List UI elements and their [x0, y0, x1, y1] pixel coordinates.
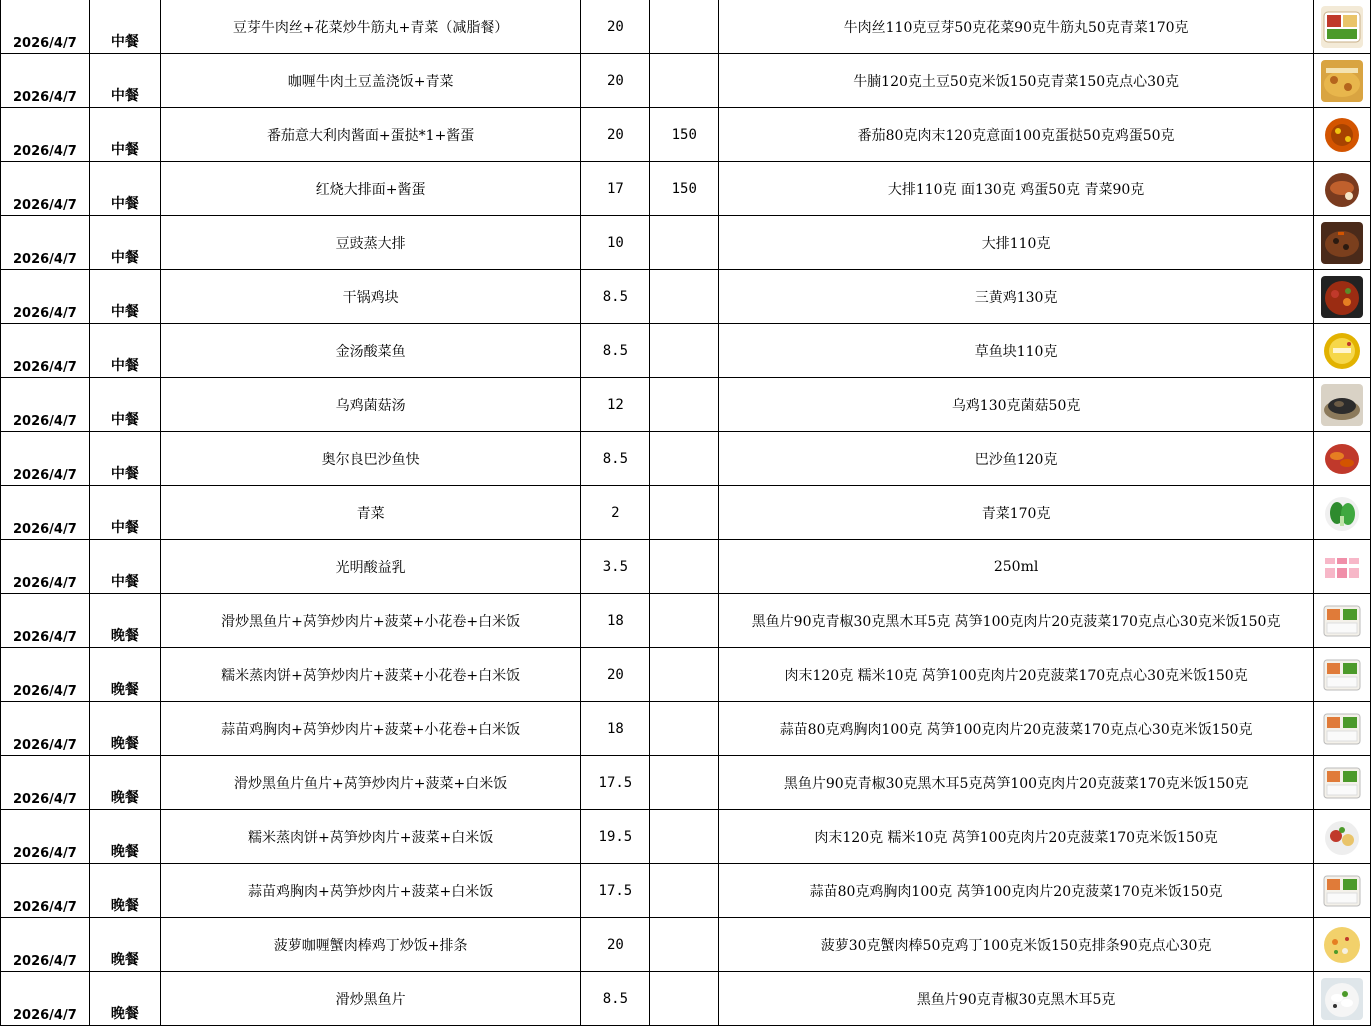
photo-cell — [1313, 270, 1370, 324]
dish-name-cell: 红烧大排面+酱蛋 — [160, 162, 581, 216]
meal-cell: 晚餐 — [89, 864, 160, 918]
dish-name-cell: 青菜 — [160, 486, 581, 540]
food-photo-chicken — [1321, 276, 1363, 318]
photo-cell — [1313, 702, 1370, 756]
photo-cell — [1313, 432, 1370, 486]
date-cell: 2026/4/7 — [1, 810, 90, 864]
photo-cell — [1313, 864, 1370, 918]
meal-cell: 晚餐 — [89, 756, 160, 810]
ingredients-cell: 巴沙鱼120克 — [719, 432, 1314, 486]
dish-name-cell: 蒜苗鸡胸肉+莴笋炒肉片+菠菜+小花卷+白米饭 — [160, 702, 581, 756]
table-row — [1, 432, 1371, 486]
price-cell: 2 — [581, 486, 650, 540]
meal-cell: 中餐 — [89, 0, 160, 54]
extra-value-cell — [650, 486, 719, 540]
dish-name-cell: 奥尔良巴沙鱼快 — [160, 432, 581, 486]
ingredients-cell: 黑鱼片90克青椒30克黑木耳5克莴笋100克肉片20克菠菜170克米饭150克 — [719, 756, 1314, 810]
dish-name-cell: 乌鸡菌菇汤 — [160, 378, 581, 432]
ingredients-cell: 蒜苗80克鸡胸肉100克 莴笋100克肉片20克菠菜170克米饭150克 — [719, 864, 1314, 918]
date-cell: 2026/4/7 — [1, 594, 90, 648]
food-photo-noodle — [1321, 168, 1363, 210]
table-row — [1, 648, 1371, 702]
dish-name-cell: 糯米蒸肉饼+莴笋炒肉片+菠菜+小花卷+白米饭 — [160, 648, 581, 702]
meal-cell: 中餐 — [89, 216, 160, 270]
extra-value-cell — [650, 378, 719, 432]
date-cell: 2026/4/7 — [1, 270, 90, 324]
food-photo-fish-slices — [1321, 978, 1363, 1020]
photo-cell — [1313, 540, 1370, 594]
date-cell: 2026/4/7 — [1, 324, 90, 378]
food-photo-pasta — [1321, 114, 1363, 156]
extra-value-cell — [650, 432, 719, 486]
dish-name-cell: 豆豉蒸大排 — [160, 216, 581, 270]
extra-value-cell — [650, 864, 719, 918]
meal-cell: 晚餐 — [89, 972, 160, 1026]
ingredients-cell: 250ml — [719, 540, 1314, 594]
ingredients-cell: 牛腩120克土豆50克米饭150克青菜150克点心30克 — [719, 54, 1314, 108]
dish-name-cell: 菠萝咖喱蟹肉棒鸡丁炒饭+排条 — [160, 918, 581, 972]
dish-name-cell: 滑炒黑鱼片 — [160, 972, 581, 1026]
ingredients-cell: 草鱼块110克 — [719, 324, 1314, 378]
meal-cell: 中餐 — [89, 108, 160, 162]
extra-value-cell — [650, 594, 719, 648]
table-row — [1, 270, 1371, 324]
extra-value-cell — [650, 270, 719, 324]
date-cell: 2026/4/7 — [1, 648, 90, 702]
menu-table-body — [1, 0, 1371, 1026]
dish-name-cell: 番茄意大利肉酱面+蛋挞*1+酱蛋 — [160, 108, 581, 162]
food-photo-tray — [1321, 708, 1363, 750]
meal-cell: 中餐 — [89, 378, 160, 432]
extra-value-cell — [650, 324, 719, 378]
photo-cell — [1313, 756, 1370, 810]
ingredients-cell: 番茄80克肉末120克意面100克蛋挞50克鸡蛋50克 — [719, 108, 1314, 162]
date-cell: 2026/4/7 — [1, 756, 90, 810]
price-cell: 19.5 — [581, 810, 650, 864]
price-cell: 20 — [581, 648, 650, 702]
food-photo-chicken-soup — [1321, 384, 1363, 426]
food-photo-plate — [1321, 816, 1363, 858]
photo-cell — [1313, 972, 1370, 1026]
photo-cell — [1313, 648, 1370, 702]
meal-cell: 晚餐 — [89, 594, 160, 648]
dish-name-cell: 咖喱牛肉土豆盖浇饭+青菜 — [160, 54, 581, 108]
photo-cell — [1313, 108, 1370, 162]
food-photo-greens — [1321, 492, 1363, 534]
meal-cell: 中餐 — [89, 324, 160, 378]
price-cell: 12 — [581, 378, 650, 432]
table-row — [1, 162, 1371, 216]
ingredients-cell: 黑鱼片90克青椒30克黑木耳5克 — [719, 972, 1314, 1026]
extra-value-cell: 150 — [650, 108, 719, 162]
price-cell: 8.5 — [581, 432, 650, 486]
photo-cell — [1313, 810, 1370, 864]
photo-cell — [1313, 486, 1370, 540]
price-cell: 8.5 — [581, 270, 650, 324]
price-cell: 18 — [581, 594, 650, 648]
extra-value-cell — [650, 216, 719, 270]
price-cell: 18 — [581, 702, 650, 756]
price-cell: 17.5 — [581, 864, 650, 918]
table-row — [1, 810, 1371, 864]
date-cell: 2026/4/7 — [1, 972, 90, 1026]
ingredients-cell: 青菜170克 — [719, 486, 1314, 540]
date-cell: 2026/4/7 — [1, 108, 90, 162]
table-row — [1, 864, 1371, 918]
date-cell: 2026/4/7 — [1, 54, 90, 108]
dish-name-cell: 干锅鸡块 — [160, 270, 581, 324]
extra-value-cell — [650, 972, 719, 1026]
extra-value-cell: 150 — [650, 162, 719, 216]
ingredients-cell: 菠萝30克蟹肉棒50克鸡丁100克米饭150克排条90克点心30克 — [719, 918, 1314, 972]
meal-cell: 中餐 — [89, 540, 160, 594]
food-photo-fried-rice — [1321, 924, 1363, 966]
photo-cell — [1313, 162, 1370, 216]
photo-cell — [1313, 0, 1370, 54]
date-cell: 2026/4/7 — [1, 918, 90, 972]
table-row — [1, 702, 1371, 756]
meal-cell: 中餐 — [89, 270, 160, 324]
ingredients-cell: 大排110克 面130克 鸡蛋50克 青菜90克 — [719, 162, 1314, 216]
table-row — [1, 972, 1371, 1026]
meal-cell: 晚餐 — [89, 702, 160, 756]
dish-name-cell: 滑炒黑鱼片鱼片+莴笋炒肉片+菠菜+白米饭 — [160, 756, 581, 810]
price-cell: 8.5 — [581, 324, 650, 378]
price-cell: 17.5 — [581, 756, 650, 810]
food-photo-tray — [1321, 870, 1363, 912]
extra-value-cell — [650, 756, 719, 810]
photo-cell — [1313, 918, 1370, 972]
photo-cell — [1313, 324, 1370, 378]
price-cell: 10 — [581, 216, 650, 270]
date-cell: 2026/4/7 — [1, 702, 90, 756]
meal-cell: 中餐 — [89, 432, 160, 486]
table-row — [1, 594, 1371, 648]
ingredients-cell: 肉末120克 糯米10克 莴笋100克肉片20克菠菜170克点心30克米饭150克 — [719, 648, 1314, 702]
photo-cell — [1313, 54, 1370, 108]
extra-value-cell — [650, 540, 719, 594]
date-cell: 2026/4/7 — [1, 540, 90, 594]
extra-value-cell — [650, 0, 719, 54]
date-cell: 2026/4/7 — [1, 0, 90, 54]
meal-cell: 中餐 — [89, 54, 160, 108]
extra-value-cell — [650, 648, 719, 702]
extra-value-cell — [650, 810, 719, 864]
table-row — [1, 0, 1371, 54]
dish-name-cell: 光明酸益乳 — [160, 540, 581, 594]
extra-value-cell — [650, 918, 719, 972]
table-row — [1, 108, 1371, 162]
food-photo-fish-soup — [1321, 330, 1363, 372]
price-cell: 20 — [581, 0, 650, 54]
ingredients-cell: 黑鱼片90克青椒30克黑木耳5克 莴笋100克肉片20克菠菜170克点心30克米饭150克 — [719, 594, 1314, 648]
extra-value-cell — [650, 702, 719, 756]
table-row — [1, 486, 1371, 540]
meal-cell: 中餐 — [89, 486, 160, 540]
price-cell: 20 — [581, 108, 650, 162]
food-photo-yogurt — [1321, 546, 1363, 588]
table-row — [1, 918, 1371, 972]
table-row — [1, 756, 1371, 810]
meal-cell: 晚餐 — [89, 810, 160, 864]
meal-cell: 晚餐 — [89, 918, 160, 972]
table-row — [1, 216, 1371, 270]
price-cell: 17 — [581, 162, 650, 216]
price-cell: 20 — [581, 918, 650, 972]
ingredients-cell: 三黄鸡130克 — [719, 270, 1314, 324]
ingredients-cell: 牛肉丝110克豆芽50克花菜90克牛筋丸50克青菜170克 — [719, 0, 1314, 54]
photo-cell — [1313, 216, 1370, 270]
table-row — [1, 378, 1371, 432]
food-photo-fried-fish — [1321, 438, 1363, 480]
price-cell: 8.5 — [581, 972, 650, 1026]
dish-name-cell: 糯米蒸肉饼+莴笋炒肉片+菠菜+白米饭 — [160, 810, 581, 864]
date-cell: 2026/4/7 — [1, 216, 90, 270]
dish-name-cell: 滑炒黑鱼片+莴笋炒肉片+菠菜+小花卷+白米饭 — [160, 594, 581, 648]
date-cell: 2026/4/7 — [1, 432, 90, 486]
table-row — [1, 54, 1371, 108]
dish-name-cell: 豆芽牛肉丝+花菜炒牛筋丸+青菜（减脂餐） — [160, 0, 581, 54]
date-cell: 2026/4/7 — [1, 486, 90, 540]
ingredients-cell: 乌鸡130克菌菇50克 — [719, 378, 1314, 432]
food-photo-tray — [1321, 600, 1363, 642]
food-photo-tray — [1321, 762, 1363, 804]
date-cell: 2026/4/7 — [1, 162, 90, 216]
dish-name-cell: 蒜苗鸡胸肉+莴笋炒肉片+菠菜+白米饭 — [160, 864, 581, 918]
food-photo-curry — [1321, 60, 1363, 102]
dish-name-cell: 金汤酸菜鱼 — [160, 324, 581, 378]
date-cell: 2026/4/7 — [1, 378, 90, 432]
meal-cell: 中餐 — [89, 162, 160, 216]
table-row — [1, 540, 1371, 594]
ingredients-cell: 大排110克 — [719, 216, 1314, 270]
table-row — [1, 324, 1371, 378]
ingredients-cell: 肉末120克 糯米10克 莴笋100克肉片20克菠菜170克米饭150克 — [719, 810, 1314, 864]
food-photo-bento — [1321, 6, 1363, 48]
photo-cell — [1313, 378, 1370, 432]
price-cell: 3.5 — [581, 540, 650, 594]
price-cell: 20 — [581, 54, 650, 108]
food-photo-tray — [1321, 654, 1363, 696]
date-cell: 2026/4/7 — [1, 864, 90, 918]
food-photo-pork — [1321, 222, 1363, 264]
extra-value-cell — [650, 54, 719, 108]
ingredients-cell: 蒜苗80克鸡胸肉100克 莴笋100克肉片20克菠菜170克点心30克米饭150克 — [719, 702, 1314, 756]
photo-cell — [1313, 594, 1370, 648]
meal-cell: 晚餐 — [89, 648, 160, 702]
